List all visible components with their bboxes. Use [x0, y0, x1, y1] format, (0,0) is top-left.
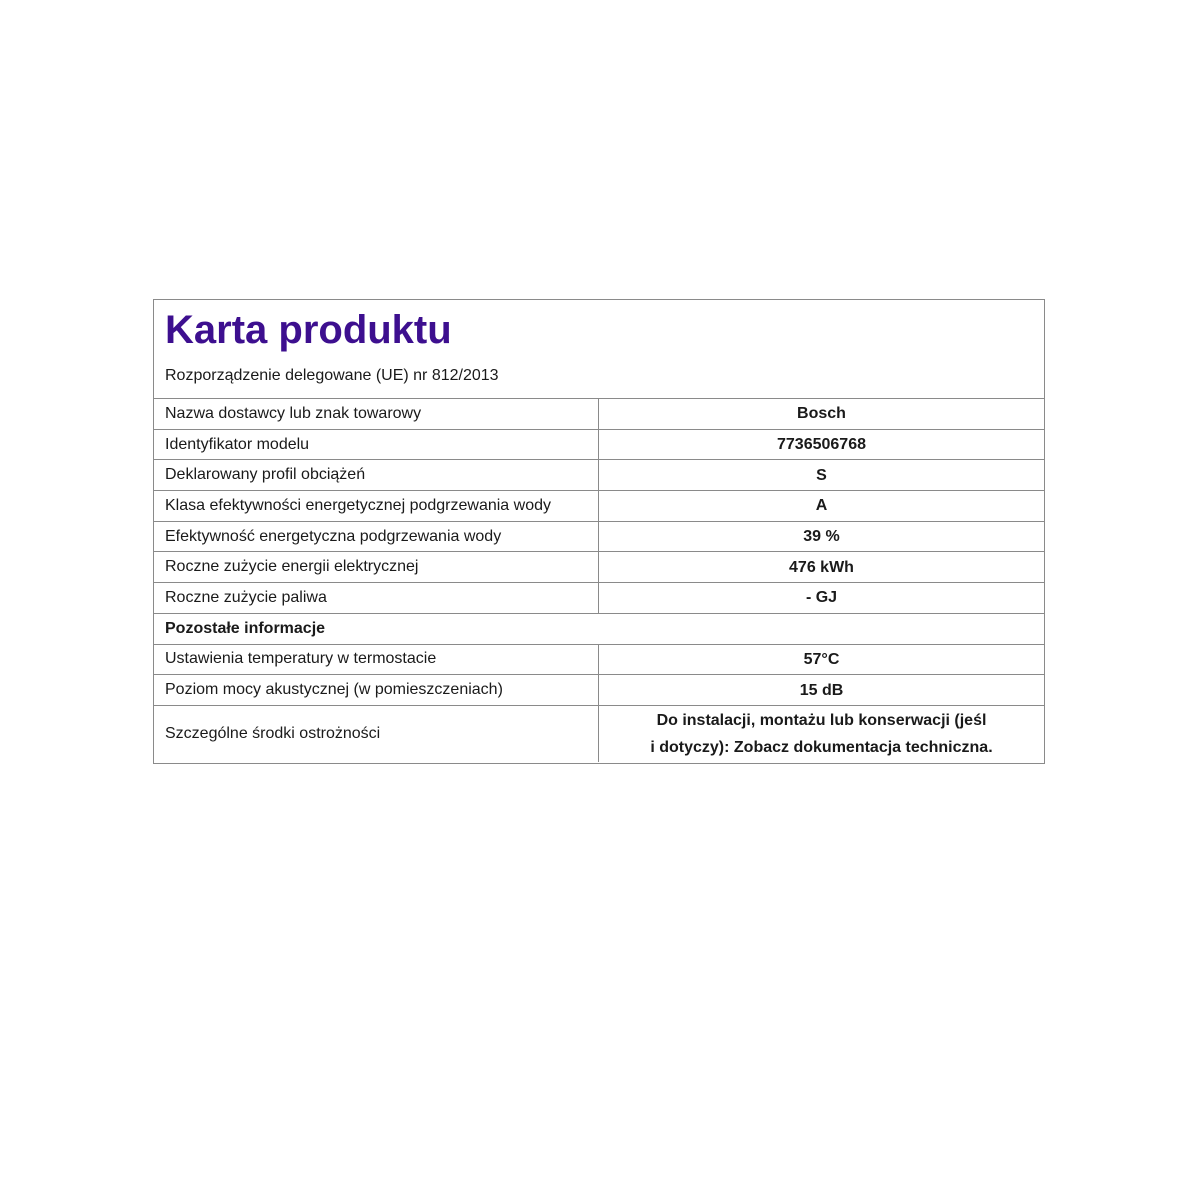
- row-value: - GJ: [805, 589, 838, 607]
- row-label: Nazwa dostawcy lub znak towarowy: [154, 399, 599, 429]
- row-value: S: [816, 466, 827, 484]
- row-label: Deklarowany profil obciążeń: [154, 460, 599, 490]
- table-row-efficiency: [154, 522, 1044, 553]
- row-label: Efektywność energetyczna podgrzewania wody: [154, 522, 599, 552]
- table-row-supplier: [154, 399, 1044, 430]
- card-header: [154, 300, 1044, 399]
- row-label: Roczne zużycie paliwa: [154, 583, 599, 613]
- regulation-subtitle: Rozporządzenie delegowane (UE) nr 812/2013: [165, 367, 499, 384]
- row-label: Klasa efektywności energetycznej podgrzewania wody: [154, 491, 599, 521]
- page-title: Karta produktu: [165, 308, 452, 352]
- table-row-fuel: [154, 583, 1044, 614]
- row-value: 15 dB: [799, 681, 844, 699]
- row-value: 7736506768: [777, 436, 866, 454]
- precautions-line-1: Do instalacji, montażu lub konserwacji (jeśl: [656, 711, 987, 729]
- section-heading-row: [154, 614, 1044, 645]
- table-row-electricity: [154, 552, 1044, 583]
- row-label: Ustawienia temperatury w termostacie: [154, 645, 599, 675]
- row-value: 476 kWh: [789, 558, 854, 576]
- row-value: A: [815, 497, 828, 515]
- table-row-load-profile: [154, 460, 1044, 491]
- table-row-model: [154, 430, 1044, 461]
- product-card: [153, 299, 1045, 764]
- row-label: Identyfikator modelu: [154, 430, 599, 460]
- row-value: 57°C: [803, 650, 840, 668]
- precautions-line-2: i dotyczy): Zobacz dokumentacja techniczna.: [650, 738, 993, 756]
- row-value: [599, 706, 1044, 762]
- table-row-thermostat: [154, 645, 1044, 676]
- row-label: Poziom mocy akustycznej (w pomieszczeniach): [154, 675, 599, 705]
- table-row-precautions: [154, 706, 1044, 762]
- row-value: Bosch: [797, 405, 846, 423]
- table-row-sound-power: [154, 675, 1044, 706]
- section-heading: Pozostałe informacje: [165, 619, 326, 637]
- precautions-text: [650, 707, 992, 761]
- table-row-efficiency-class: [154, 491, 1044, 522]
- row-value: 39 %: [803, 528, 840, 546]
- row-label: Szczególne środki ostrożności: [154, 706, 599, 762]
- row-label: Roczne zużycie energii elektrycznej: [154, 552, 599, 582]
